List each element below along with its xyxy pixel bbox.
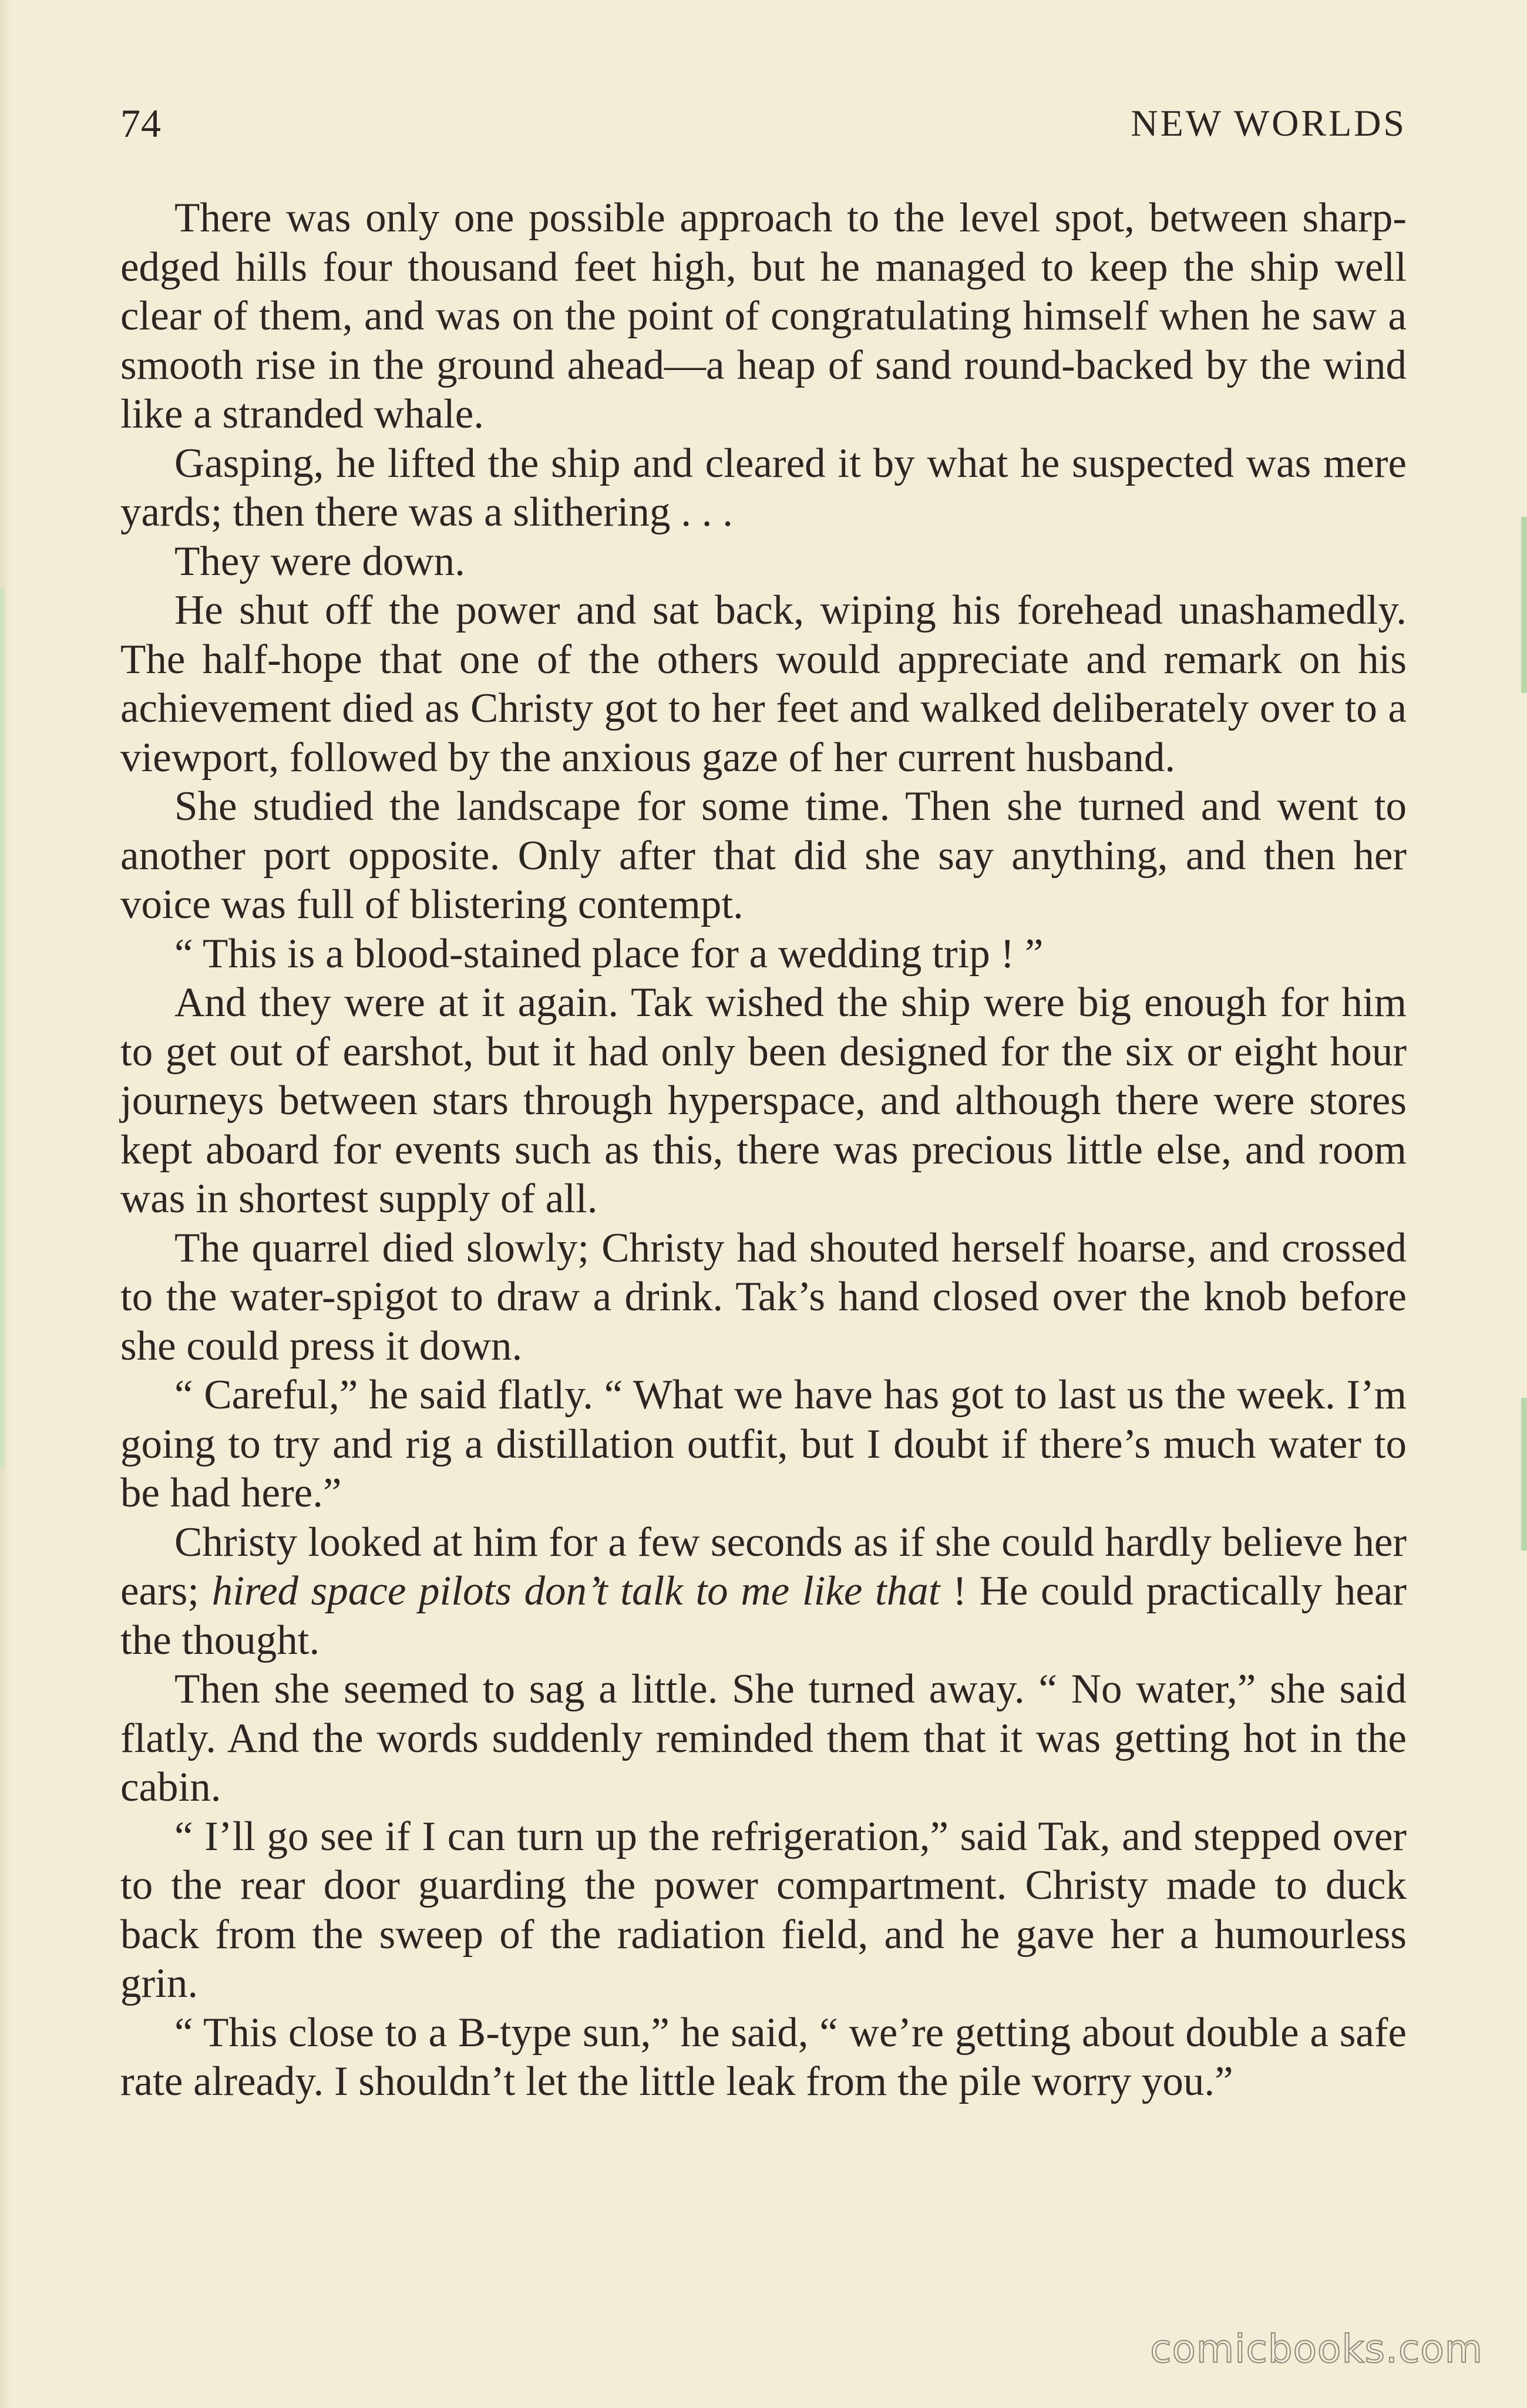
story-text	[120, 194, 1407, 2107]
paragraph: He shut off the power and sat back, wiping his forehead unashamedly. The half-hope that one of the others would appreciate and remark on his achievement died as Christy got to her feet and walked deliberately over to a viewport, followed by the anxious gaze of her current husband.	[120, 587, 1407, 781]
paragraph: They were down.	[174, 538, 465, 584]
page-edge-tint	[0, 587, 5, 1468]
paragraph: Christy looked at him for a few seconds as if she could hardly believe her ears; hired space pilots don’t talk to me like that ! He could practically hear the thought.	[120, 1519, 1407, 1663]
paragraph: “ This is a blood-stained place for a wedding trip ! ”	[174, 930, 1044, 977]
italic-thought: hired space pilots don’t talk to me like that	[211, 1568, 940, 1614]
paragraph: “ I’ll go see if I can turn up the refrigeration,” said Tak, and stepped over to the rear door guarding the power compartment. Christy made to duck back from the sweep of the radiation field, and he gave her a humourless grin.	[120, 1813, 1407, 2006]
watermark: comicbooks.com	[1150, 2326, 1483, 2372]
page-edge-tint	[1521, 517, 1527, 693]
paragraph: She studied the landscape for some time. Then she turned and went to another port opposite. Only after that did she say anything, and then her voice was full of blistering contempt.	[120, 783, 1407, 927]
paragraph: There was only one possible approach to the level spot, between sharp-edged hills four thousand feet high, but he managed to keep the ship well clear of them, and was on the point of congratulating himself when he saw a smooth rise in the ground ahead—a heap of sand round-backed by the wind like a stranded whale.	[120, 195, 1407, 437]
paragraph: Gasping, he lifted the ship and cleared it by what he suspected was mere yards; then there was a slithering . . .	[120, 440, 1407, 535]
paragraph: The quarrel died slowly; Christy had shouted herself hoarse, and crossed to the water-spigot to draw a drink. Tak’s hand closed over the knob before she could press it down.	[120, 1225, 1407, 1369]
paragraph: “ Careful,” he said flatly. “ What we have has got to last us the week. I’m going to try and rig a distillation outfit, but I doubt if there’s much water to be had here.”	[120, 1372, 1407, 1516]
running-title: NEW WORLDS	[1131, 102, 1407, 144]
page-edge-tint	[1521, 1398, 1527, 1551]
paragraph: And they were at it again. Tak wished the ship were big enough for him to get out of earshot, but it had only been designed for the six or eight hour journeys between stars through hyperspace, and although there were stores kept aboard for events such as this, there was precious little else, and room was in shortest supply of all.	[120, 980, 1407, 1222]
page-number: 74	[120, 101, 162, 146]
paragraph: “ This close to a B-type sun,” he said, “ we’re getting about double a safe rate already. I shouldn’t let the little leak from the pile worry you.”	[120, 2009, 1407, 2104]
page-header	[120, 94, 1407, 153]
paragraph: Then she seemed to sag a little. She turned away. “ No water,” she said flatly. And the words suddenly reminded them that it was getting hot in the cabin.	[120, 1666, 1407, 1810]
